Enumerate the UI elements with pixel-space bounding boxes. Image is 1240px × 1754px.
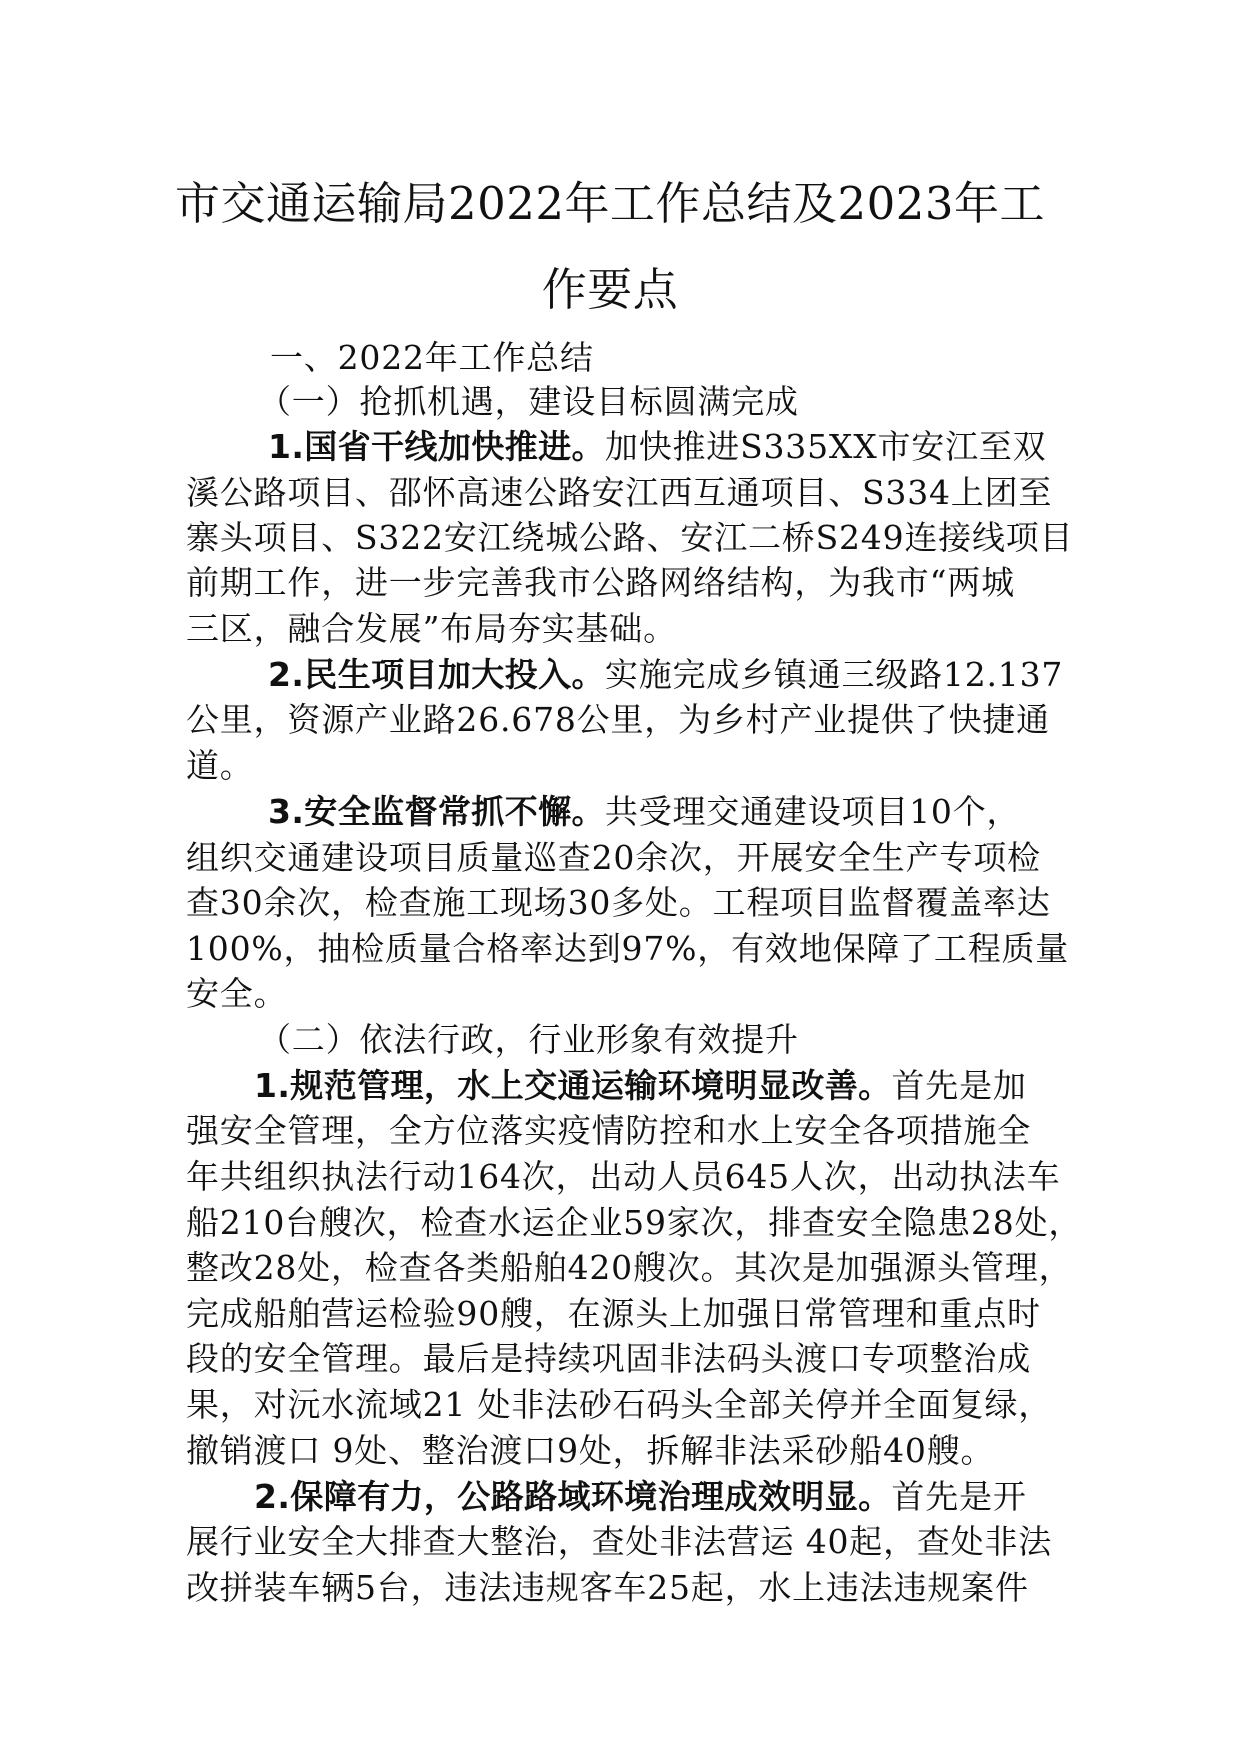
paragraph-line: 年共组织执法行动164次，出动人员645人次，出动执法车 [186,1157,1061,1196]
paragraph-line: 2.民生项目加大投入。实施完成乡镇通三级路12.137 [268,655,1064,694]
subsection-heading: （一）抢抓机遇，建设目标圆满完成 [258,382,799,421]
paragraph-line: 整改28处，检查各类船舶420艘次。其次是加强源头管理， [186,1248,1073,1287]
paragraph-line: 船210台艘次，检查水运企业59家次，排查安全隐患28处， [186,1203,1083,1242]
paragraph-line: 前期工作，进一步完善我市公路网络结构，为我市“两城 [186,563,1015,602]
item-heading: 1.规范管理，水上交通运输环境明显改善。 [254,1066,892,1105]
item-heading: 1.国省干线加快推进。 [268,427,605,466]
item-heading: 2.保障有力，公路路域环境治理成效明显。 [254,1477,892,1516]
paragraph-line: 公里，资源产业路26.678公里，为乡村产业提供了快捷通 [186,700,1050,739]
paragraph-line: 段的安全管理。最后是持续巩固非法码头渡口专项整治成 [186,1339,1031,1378]
paragraph-line: 3.安全监督常抓不懈。共受理交通建设项目10个， [268,792,1021,831]
paragraph-line: 100%，抽检质量合格率达到97%，有效地保障了工程质量 [186,929,1070,968]
paragraph-line: 安全。 [186,974,288,1013]
section-heading: 一、2022年工作总结 [270,338,594,377]
document-title-line-1: 市交通运输局2022年工作总结及2023年工 [174,177,1046,230]
paragraph-line: 组织交通建设项目质量巡查20余次，开展安全生产专项检 [186,838,1041,877]
paragraph-line: 改拼装车辆5台，违法违规客车25起，水上违法违规案件 [186,1568,1029,1607]
paragraph-line: 2.保障有力，公路路域环境治理成效明显。首先是开 [254,1477,1027,1516]
paragraph-line: 寨头项目、S322安江绕城公路、安江二桥S249连接线项目 [186,518,1074,557]
paragraph-line: 溪公路项目、邵怀高速公路安江西互通项目、S334上团至 [186,473,1053,512]
paragraph-line: 道。 [186,746,254,785]
paragraph-line: 撤销渡口 9处、整治渡口9处，拆解非法采砂船40艘。 [186,1431,995,1470]
item-heading: 2.民生项目加大投入。 [268,655,605,694]
paragraph-line: 完成船舶营运检验90艘，在源头上加强日常管理和重点时 [186,1294,1041,1333]
paragraph-line: 1.规范管理，水上交通运输环境明显改善。首先是加 [254,1066,1027,1105]
paragraph-line: 强安全管理，全方位落实疫情防控和水上安全各项措施全 [186,1111,1031,1150]
paragraph-line: 展行业安全大排查大整治，查处非法营运 40起，查处非法 [186,1522,1053,1561]
paragraph-line: 三区，融合发展”布局夯实基础。 [186,609,677,648]
subsection-heading: （二）依法行政，行业形象有效提升 [258,1020,799,1059]
paragraph-line: 果，对沅水流域21 处非法砂石码头全部关停并全面复绿， [186,1385,1053,1424]
paragraph-line: 1.国省干线加快推进。加快推进S335XX市安江至双 [268,427,1047,466]
item-heading: 3.安全监督常抓不懈。 [268,792,605,831]
document-title-line-2: 作要点 [541,263,679,316]
paragraph-line: 查30余次，检查施工现场30多处。工程项目监督覆盖率达 [186,883,1051,922]
